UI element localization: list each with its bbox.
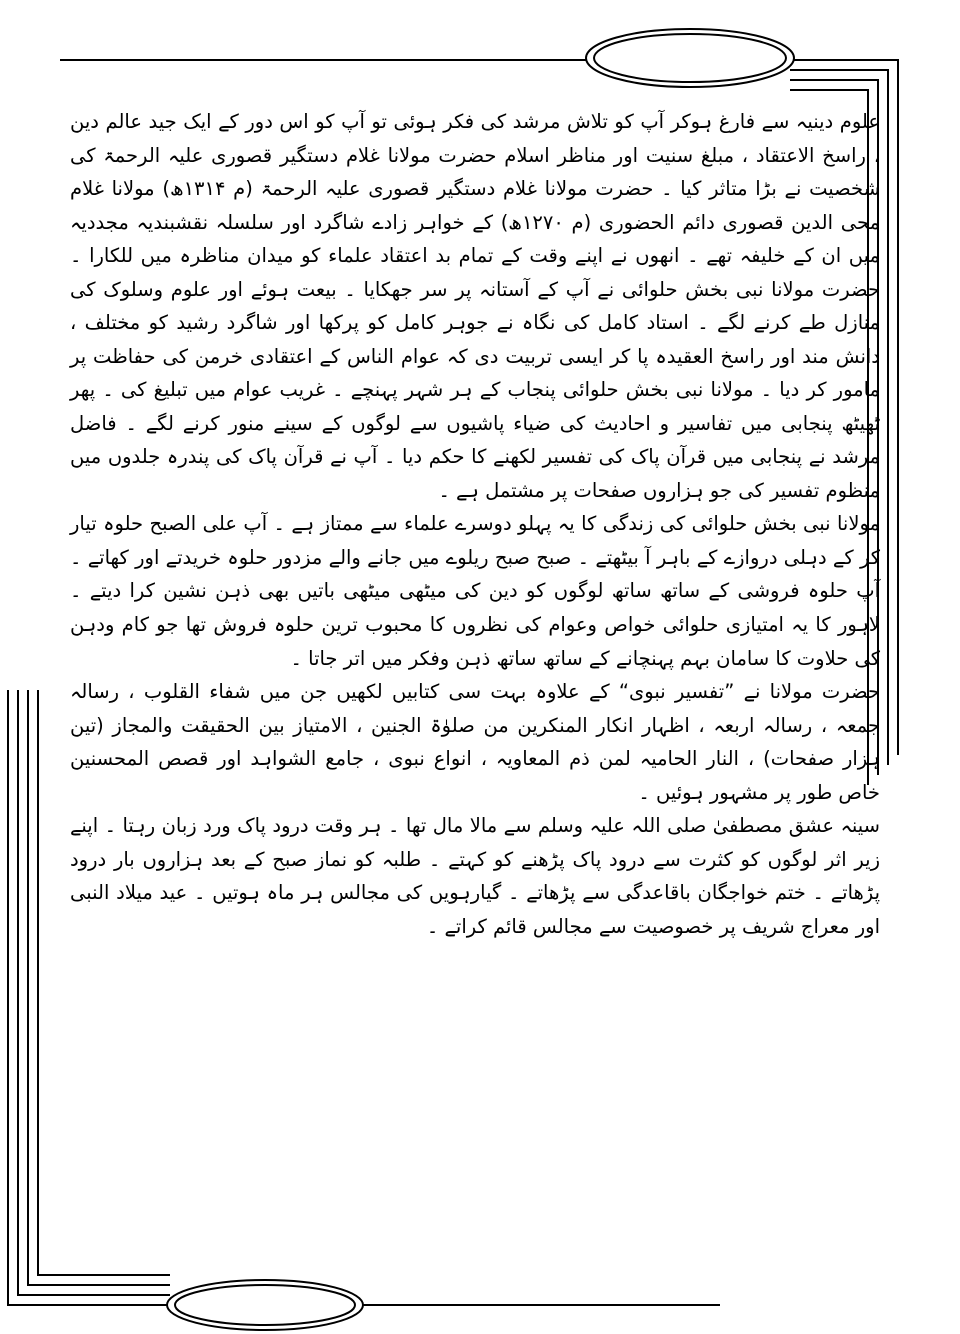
paragraph-3: حضرت مولانا نے ”تفسیر نبوی“ کے علاوہ بہت سی کتابیں لکھیں جن میں شفاء القلوب ، رسالہ جمعہ ، رسالہ اربعہ ، اظہار انکار المنکرین من صلوٰۃ الجنین ، الامتیاز بین الحقیقت والمجاز (تین ہزار صفحات) ، النار الحامیہ لمن ذم المعاویہ ، انواع نبوی ، جامع الشواہد اور قصص المحسنین خاص طور پر مشہور ہوئیں ۔ xyxy=(70,680,880,804)
paragraph-4: سینہ عشق مصطفیٰ صلی اللہ علیہ وسلم سے مالا مال تھا ۔ ہر وقت درود پاک ورد زبان رہتا ۔ اپنے زیر اثر لوگوں کو کثرت سے درود پاک پڑھنے کو کہتے ۔ طلبہ کو نماز صبح کے بعد ہزاروں بار درود پڑھاتے ۔ ختم خواجگان باقاعدگی سے پڑھاتے ۔ گیارہویں کی مجالس ہر ماہ ہوتیں ۔ عید میلاد النبی اور معراج شریف پر خصوصیت سے مجالس قائم کراتے ۔ xyxy=(70,814,880,938)
article-body xyxy=(70,105,880,943)
paragraph-2: مولانا نبی بخش حلوائی کی زندگی کا یہ پہلو دوسرے علماء سے ممتاز ہے ۔ آپ علی الصبح حلوہ تیار کر کے دہلی دروازے کے باہر آ بیٹھتے ۔ صبح صبح ریلوے میں جانے والے مزدور حلوہ خریدتے اور کھاتے ۔ آپ حلوہ فروشی کے ساتھ ساتھ لوگوں کو دین کی میٹھی میٹھی باتیں بھی ذہن نشین کرا دیتے ۔ لاہور کا یہ امتیازی حلوائی خواص وعوام کی نظروں کا محبوب ترین حلوہ فروش تھا جو کام ودہن کی حلاوت کا سامان بہم پہنچانے کے ساتھ ساتھ ذہن وفکر میں اتر جاتا ۔ xyxy=(70,512,880,670)
paragraph-1: علوم دینیہ سے فارغ ہوکر آپ کو تلاش مرشد کی فکر ہوئی تو آپ کو اس دور کے ایک جید عالم دین ، راسخ الاعتقاد ، مبلغ سنیت اور مناظر اسلام حضرت مولانا غلام دستگیر قصوری علیہ الرحمۃ کی شخصیت نے بڑا متاثر کیا ۔ حضرت مولانا غلام دستگیر قصوری علیہ الرحمۃ (م ۱۳۱۴ھ) مولانا غلام محی الدین قصوری دائم الحضوری (م ۱۲۷۰ھ) کے خواہر زادے شاگرد اور سلسلہ نقشبندیہ مجددیہ میں ان کے خلیفہ تھے ۔ انھوں نے اپنے وقت کے تمام بد اعتقاد علماء کو میدان مناظرہ میں للکارا ۔ حضرت مولانا نبی بخش حلوائی نے آپ کے آستانہ پر سر جھکایا ۔ بیعت ہوئے اور علوم وسلوک کی منازل طے کرنے لگے ۔ استاد کامل کی نگاہ نے جوہر کامل کو پرکھا اور شاگرد رشید کو مختلف ، دانش مند اور راسخ العقیدہ پا کر ایسی تربیت دی کہ عوام الناس کے اعتقادی خرمن کی حفاظت پر مامور کر دیا ۔ مولانا نبی بخش حلوائی پنجاب کے ہر شہر پہنچے ۔ غریب عوام میں تبلیغ کی ۔ پھر ٹھیٹھ پنجابی میں تفاسیر و احادیث کی ضیاء پاشیوں سے لوگوں کے سینے منور کرنے لگے ۔ فاضل مرشد نے پنجابی میں قرآن پاک کی تفسیر لکھنے کا حکم دیا ۔ آپ نے قرآن پاک کی پندرہ جلدوں میں منظوم تفسیر کی جو ہزاروں صفحات پر مشتمل ہے ۔ xyxy=(70,110,881,502)
frame-oval-inner-top xyxy=(594,34,786,82)
frame-oval-inner-bottom xyxy=(175,1285,355,1325)
